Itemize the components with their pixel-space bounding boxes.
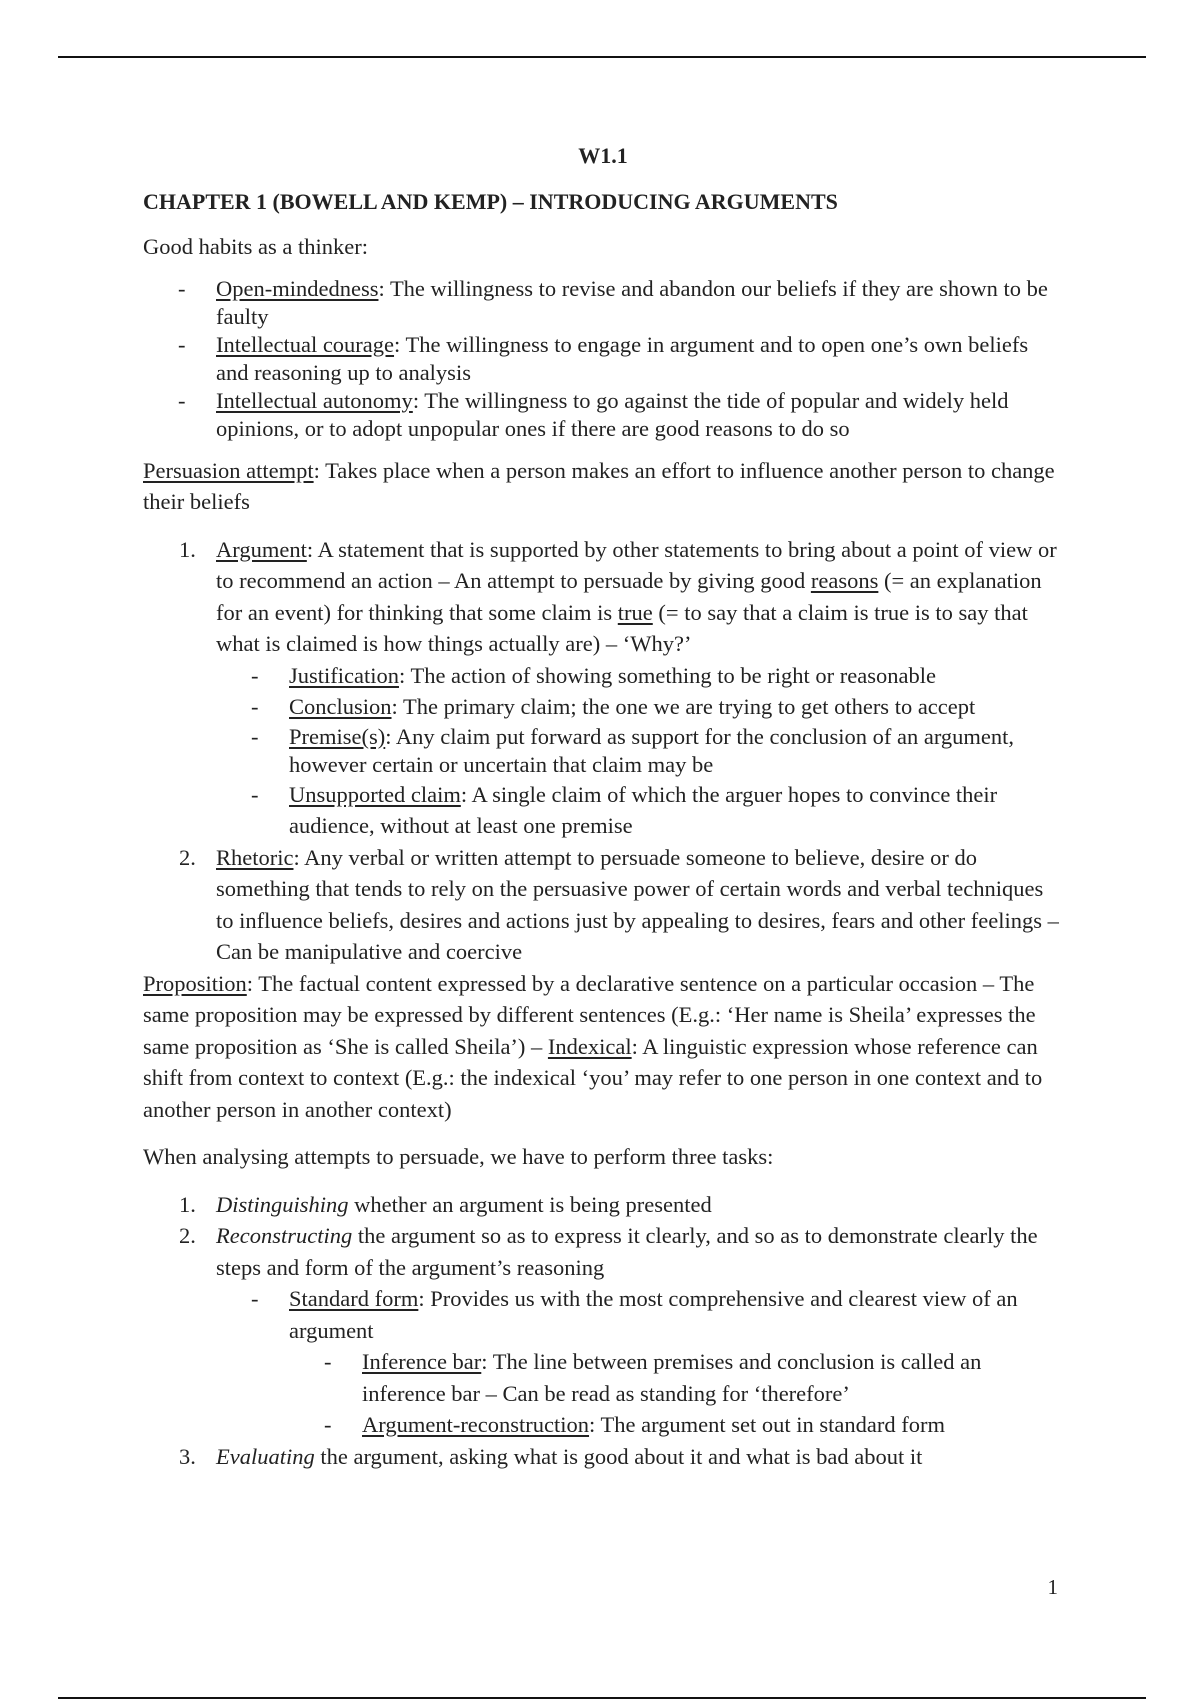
list-number: 2.	[179, 1223, 196, 1248]
persuasion-term: Persuasion attempt	[143, 457, 314, 483]
sub-text: : The line between premises and conclusion is called an inference bar – Can be read as standing for ‘therefore’	[362, 1349, 982, 1406]
reasons-term: reasons	[810, 568, 879, 593]
sub-term: Premise(s)	[289, 723, 386, 749]
tasks-intro: When analysing attempts to persuade, we have to perform three tasks:	[143, 1144, 774, 1169]
sub-term: Argument-reconstruction	[362, 1412, 590, 1437]
top-rule	[58, 56, 1146, 58]
tasks-list	[143, 1189, 1063, 1473]
dash-marker: -	[251, 723, 259, 749]
dash-marker: -	[251, 694, 259, 719]
task-text: whether an argument is being presented	[348, 1191, 712, 1217]
habit-text: : The willingness to go against the tide of popular and widely held opinions, or to adopt unpopular ones if there are good reasons to do so	[216, 387, 1009, 441]
list-number: 3.	[179, 1443, 196, 1469]
habit-term: Intellectual courage	[216, 331, 395, 357]
sub-term: Inference bar	[362, 1349, 482, 1374]
sub-text: : The argument set out in standard form	[589, 1412, 945, 1437]
sub-term: Unsupported claim	[289, 781, 461, 807]
list-item	[143, 387, 1063, 443]
dash-marker: -	[324, 1412, 332, 1437]
sub-text: : A single claim of which the arguer hopes to convince their audience, without at least one premise	[289, 781, 998, 838]
rhetoric-text: : Any verbal or written attempt to persuade someone to believe, desire or do something that tends to rely on the persuasive power of certain words and verbal techniques to influence beliefs, desires and actions just by appealing to desires, fears and other feelings – Can be manipulative and coercive	[216, 844, 1059, 964]
habits-list	[143, 275, 1063, 443]
list-item	[289, 1409, 1063, 1441]
proposition-paragraph	[143, 968, 1063, 1126]
sub-text: : The primary claim; the one we are trying to get others to accept	[391, 694, 976, 719]
standard-form-term: Standard form	[289, 1286, 419, 1311]
page-content	[143, 140, 1063, 1472]
list-item	[143, 1189, 1063, 1221]
sub-term: Conclusion	[289, 694, 392, 719]
list-item-argument	[143, 534, 1063, 842]
dash-marker: -	[251, 662, 259, 688]
habit-text: : The willingness to revise and abandon our beliefs if they are shown to be faulty	[216, 275, 1048, 329]
habit-term: Intellectual autonomy	[216, 387, 413, 413]
argument-text: (= an explanation for an event) for thinking that some claim is	[216, 568, 1042, 625]
persuasion-text: : Takes place when a person makes an effort to influence another person to change their beliefs	[143, 457, 1055, 514]
task-term: Distinguishing	[216, 1191, 349, 1217]
task-text: the argument so as to express it clearly, and so as to demonstrate clearly the steps and form of the argument’s reasoning	[216, 1223, 1038, 1280]
argument-term: Argument	[216, 536, 307, 562]
proposition-text: : A linguistic expression whose reference can shift from context to context (E.g.: the indexical ‘you’ may refer to one person in one context and to another person in another context)	[143, 1033, 1043, 1122]
document-title: W1.1	[578, 143, 628, 168]
rhetoric-term: Rhetoric	[216, 844, 294, 870]
habit-term: Open-mindedness	[216, 275, 379, 301]
chapter-title: CHAPTER 1 (BOWELL AND KEMP) – INTRODUCING ARGUMENTS	[143, 188, 838, 214]
sub-text: : Any claim put forward as support for the conclusion of an argument, however certain or uncertain that claim may be	[289, 723, 1015, 777]
list-number: 1.	[179, 1191, 196, 1217]
true-term: true	[617, 599, 653, 625]
reconstruction-sublist	[216, 1283, 1063, 1441]
argument-text: : A statement that is supported by other statements to bring about a point of view or to recommend an action – An attempt to persuade by giving good	[216, 536, 1057, 593]
sub-term: Justification	[289, 662, 399, 688]
sub-text: : The action of showing something to be right or reasonable	[398, 662, 936, 688]
persuasion-paragraph	[143, 455, 1063, 518]
list-item	[216, 660, 1063, 692]
proposition-text: : The factual content expressed by a declarative sentence on a particular occasion – The same proposition may be expressed by different sentences (E.g.: ‘Her name is Sheila’ expresses the same proposition as ‘She is called Sheila’) –	[143, 970, 1036, 1059]
dash-marker: -	[251, 1286, 259, 1311]
list-item	[216, 779, 1063, 842]
bottom-rule	[58, 1697, 1146, 1699]
list-number: 1.	[179, 536, 196, 562]
habits-intro: Good habits as a thinker:	[143, 234, 368, 259]
list-item	[216, 1283, 1063, 1441]
list-item	[143, 1441, 1063, 1473]
list-item	[289, 1346, 1063, 1409]
dash-marker: -	[251, 781, 259, 807]
standard-form-sublist	[289, 1346, 1063, 1441]
dash-marker: -	[324, 1349, 332, 1374]
task-term: Evaluating	[216, 1443, 315, 1469]
list-item	[143, 331, 1063, 387]
persuasion-types-list	[143, 534, 1063, 968]
proposition-term: Proposition	[143, 970, 247, 996]
task-text: the argument, asking what is good about it and what is bad about it	[314, 1443, 923, 1469]
indexical-term: Indexical	[547, 1033, 632, 1059]
argument-text: (= to say that a claim is true is to say that what is claimed is how things actually are) – ‘Why?’	[216, 599, 1028, 656]
argument-sublist	[216, 660, 1063, 842]
page-number: 1	[1047, 1575, 1058, 1599]
habit-text: : The willingness to engage in argument and to open one’s own beliefs and reasoning up to analysis	[216, 331, 1029, 385]
list-item	[216, 691, 1063, 723]
task-term: Reconstructing	[216, 1223, 353, 1248]
dash-marker: -	[178, 331, 186, 357]
list-item	[143, 1220, 1063, 1441]
list-item	[216, 723, 1063, 779]
list-item-rhetoric	[143, 842, 1063, 968]
standard-form-text: : Provides us with the most comprehensive and clearest view of an argument	[289, 1286, 1018, 1343]
list-number: 2.	[179, 844, 196, 870]
dash-marker: -	[178, 275, 186, 301]
list-item	[143, 275, 1063, 331]
dash-marker: -	[178, 387, 186, 413]
